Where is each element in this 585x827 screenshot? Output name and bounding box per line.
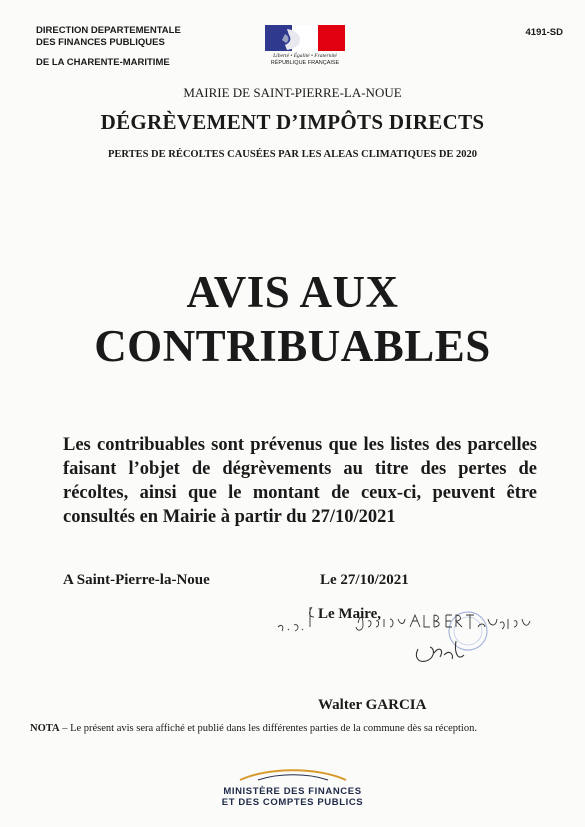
mairie-name: MAIRIE DE SAINT-PIERRE-LA-NOUE [183,85,402,100]
dept-line-2: DES FINANCES PUBLIQUES [36,37,165,48]
mayor-label: Le Maire, [318,606,382,622]
handwritten-signature [268,605,538,690]
notice-heading-line-2: CONTRIBUABLES [94,321,491,371]
nota-body: – Le présent avis sera affiché et publié dans les différentes parties de la commune dès sa réception. [59,723,477,734]
document-title: DÉGRÈVEMENT D’IMPÔTS DIRECTS [100,110,485,134]
ministry-line-2: ET DES COMPTES PUBLICS [221,797,364,808]
ministry-line-1: MINISTÈRE DES FINANCES [223,786,362,797]
dept-line-3: DE LA CHARENTE-MARITIME [36,57,170,68]
date-line: Le 27/10/2021 [320,572,409,588]
signer-name: Walter GARCIA [318,697,427,713]
republic-motto: Liberté • Égalité • Fraternité [273,53,337,59]
notice-paragraph: Les contribuables sont prévenus que les listes des parcelles faisant l’objet de dégrèvements au titre des pertes de récoltes, ainsi que le montant de ceux-ci, peuvent être consultés en Mairie à partir du 27/10/2021 [63,435,537,527]
marianne-flag-icon [265,25,345,51]
marianne-logo [265,25,345,66]
form-reference: 4191-SD [525,27,563,38]
document-subtitle: PERTES DE RÉCOLTES CAUSÉES PAR LES ALEAS CLIMATIQUES DE 2020 [107,149,478,160]
nota-label: NOTA [30,723,60,734]
signature-icon [268,605,538,685]
nota-text [30,723,477,734]
ministry-arc-icon [238,767,348,781]
ministry-logo [200,767,385,808]
place-line: A Saint-Pierre-la-Noue [63,572,210,588]
dept-line-1: DIRECTION DEPARTEMENTALE [36,25,181,36]
republic-name: RÉPUBLIQUE FRANÇAISE [270,60,340,66]
department-header [36,25,181,69]
notice-heading [0,265,585,373]
notice-heading-line-1: AVIS AUX [186,267,399,317]
